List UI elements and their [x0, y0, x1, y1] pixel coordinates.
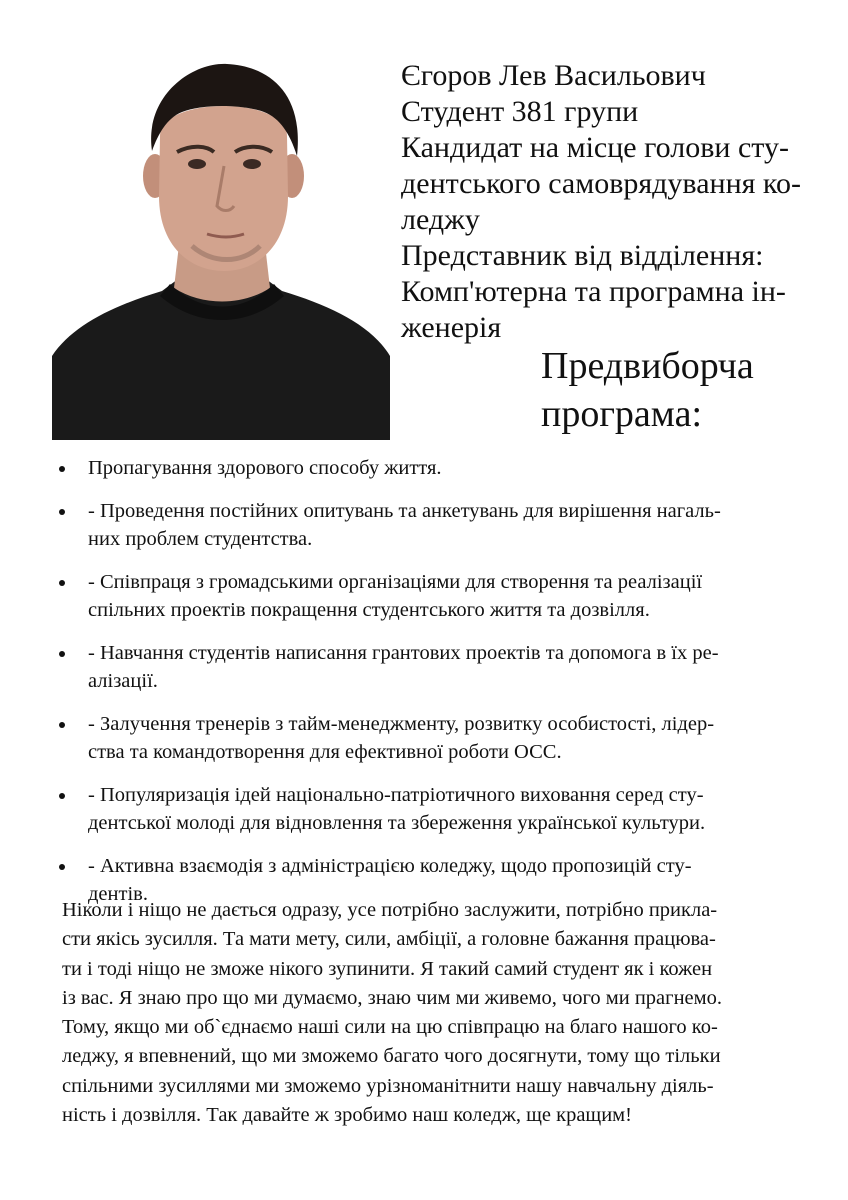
list-item-text: них проблем студентства. [88, 528, 313, 550]
list-item-text: - Навчання студентів написання грантових проектів та допомога в їх ре- [88, 642, 719, 664]
list-item-text: Пропагування здорового способу життя. [88, 457, 442, 479]
list-item [56, 710, 796, 766]
bullet-icon [59, 509, 65, 515]
closing-line: ність і дозвілля. Так давайте ж зробимо наш коледж, ще кращим! [62, 1104, 632, 1127]
program-title [541, 342, 821, 438]
list-item [56, 639, 796, 695]
list-item [56, 497, 796, 553]
list-item-text: дентів. [88, 883, 148, 905]
portrait-photo-icon [52, 56, 390, 440]
candidate-position-line: Кандидат на місце голови сту- [401, 131, 789, 164]
closing-line: Тому, якщо ми об`єднаємо наші сили на цю співпрацю на благо нашого ко- [62, 1016, 718, 1039]
list-item-text: дентської молоді для відновлення та збереження української культури. [88, 812, 706, 834]
candidate-name: Єгоров Лев Васильович [401, 59, 706, 92]
list-item-text: - Співпраця з громадськими організаціями для створення та реалізації [88, 571, 703, 593]
list-item-text: алізації. [88, 670, 158, 692]
list-item-text: - Проведення постійних опитувань та анкетувань для вирішення нагаль- [88, 500, 721, 522]
candidate-position-line: леджу [401, 203, 480, 236]
bullet-icon [59, 466, 65, 472]
program-title-line: Предвиборча [541, 345, 754, 387]
list-item [56, 568, 796, 624]
list-item [56, 454, 796, 482]
candidate-department-label: Представник від відділення: [401, 239, 764, 272]
list-item-text: - Залучення тренерів з тайм-менеджменту, розвитку особистості, лідер- [88, 713, 715, 735]
list-item-text: ства та командотворення для ефективної роботи ОСС. [88, 741, 562, 763]
bullet-icon [59, 722, 65, 728]
bullet-icon [59, 864, 65, 870]
closing-line: сти якісь зусилля. Та мати мету, сили, амбіції, а головне бажання працюва- [62, 928, 716, 951]
list-item-text: - Активна взаємодія з адміністрацією коледжу, щодо пропозицій сту- [88, 855, 692, 877]
closing-paragraph [62, 896, 802, 1130]
candidate-group: Студент 381 групи [401, 95, 639, 128]
candidate-position-line: дентського самоврядування ко- [401, 167, 801, 200]
program-title-line: програма: [541, 393, 702, 435]
closing-line: із вас. Я знаю про що ми думаємо, знаю чим ми живемо, чого ми прагнемо. [62, 986, 722, 1009]
candidate-photo [52, 56, 390, 440]
closing-line: ти і тоді ніщо не зможе нікого зупинити. Я такий самий студент як і кожен [62, 957, 713, 980]
program-list [56, 454, 796, 923]
list-item-text: спільних проектів покращення студентського життя та дозвілля. [88, 599, 650, 621]
closing-line: спільними зусиллями ми зможемо урізноманітнити нашу навчальну діяль- [62, 1074, 714, 1097]
candidate-department: Комп'ютерна та програмна ін- [401, 275, 786, 308]
list-item [56, 781, 796, 837]
bullet-icon [59, 580, 65, 586]
bullet-icon [59, 793, 65, 799]
closing-line: Ніколи і ніщо не дається одразу, усе потрібно заслужити, потрібно прикла- [62, 899, 718, 921]
candidate-header [401, 58, 821, 346]
closing-line: леджу, я впевнений, що ми зможемо багато чого досягнути, тому що тільки [62, 1045, 721, 1068]
candidate-department: женерія [401, 311, 502, 344]
bullet-icon [59, 651, 65, 657]
list-item-text: - Популяризація ідей національно-патріотичного виховання серед сту- [88, 784, 704, 806]
